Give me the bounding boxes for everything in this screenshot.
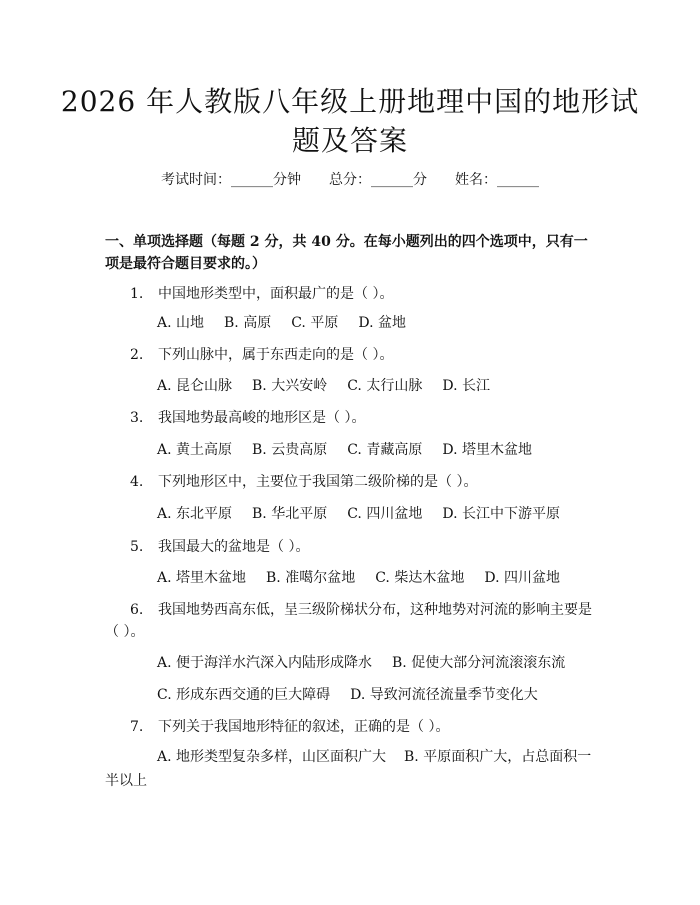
option-a: A. 山地	[157, 315, 205, 331]
question-number: 6.	[130, 602, 144, 618]
question-number: 2.	[130, 347, 144, 363]
page-title-line-2: 题及答案	[291, 124, 408, 157]
option-c: C. 太行山脉	[347, 378, 423, 394]
question-text: 下列山脉中，属于东西走向的是（ ）。	[158, 347, 394, 363]
question-7	[130, 716, 595, 738]
question-2	[130, 344, 595, 366]
option-d: D. 长江	[442, 378, 490, 394]
option-b: B. 准噶尔盆地	[266, 570, 356, 586]
option-c: C. 青藏高原	[347, 442, 423, 458]
question-7-options	[105, 745, 595, 793]
section-heading: 一、单项选择题（每题 2 分，共 40 分。在每小题列出的四个选项中，只有一项是最符合题目要求的。）	[105, 234, 588, 272]
question-number: 7.	[130, 719, 144, 735]
question-3-options	[157, 440, 552, 460]
question-4	[130, 471, 595, 493]
option-a: A. 塔里木盆地	[157, 570, 247, 586]
question-1-options	[157, 313, 426, 333]
question-4-options	[157, 504, 580, 524]
option-c: C. 四川盆地	[347, 506, 423, 522]
question-number: 3.	[130, 410, 144, 426]
option-b: B. 大兴安岭	[252, 378, 328, 394]
option-a: A. 地形类型复杂多样，山区面积广大	[157, 749, 387, 765]
question-6	[105, 599, 595, 643]
question-1	[130, 283, 595, 305]
question-5	[130, 536, 595, 558]
option-c: C. 形成东西交通的巨大障碍	[157, 687, 331, 703]
option-d: D. 四川盆地	[484, 570, 560, 586]
option-d: D. 塔里木盆地	[442, 442, 532, 458]
exam-time: 考试时间：______分钟	[161, 172, 301, 188]
exam-info	[0, 169, 700, 189]
exam-name: 姓名：______	[455, 172, 539, 188]
option-b: B. 华北平原	[252, 506, 328, 522]
question-number: 1.	[130, 286, 144, 302]
question-text: 下列关于我国地形特征的叙述，正确的是（ ）。	[158, 719, 450, 735]
question-6-options-row-1	[157, 653, 585, 673]
question-number: 4.	[130, 474, 144, 490]
option-d: D. 导致河流径流量季节变化大	[350, 687, 538, 703]
option-a: A. 东北平原	[157, 506, 233, 522]
question-text: 中国地形类型中，面积最广的是（ ）。	[158, 286, 394, 302]
question-2-options	[157, 376, 510, 396]
question-text: 我国地势西高东低，呈三级阶梯状分布，这种地势对河流的影响主要是（ ）。	[105, 602, 592, 640]
option-b: B. 高原	[224, 315, 272, 331]
option-c: C. 平原	[291, 315, 339, 331]
option-d: D. 盆地	[358, 315, 406, 331]
question-5-options	[157, 568, 580, 588]
option-c: C. 柴达木盆地	[375, 570, 465, 586]
option-a: A. 昆仑山脉	[157, 378, 233, 394]
question-number: 5.	[130, 539, 144, 555]
option-a: A. 黄土高原	[157, 442, 233, 458]
page-title-line-1: 2026 年人教版八年级上册地理中国的地形试	[60, 85, 640, 118]
option-a: A. 便于海洋水汽深入内陆形成降水	[157, 655, 373, 671]
option-b: B. 平原面积广大，占总面积一半以上	[105, 749, 592, 789]
question-text: 我国最大的盆地是（ ）。	[158, 539, 310, 555]
question-3	[130, 407, 595, 429]
option-d: D. 长江中下游平原	[442, 506, 560, 522]
question-text: 下列地形区中，主要位于我国第二级阶梯的是（ ）。	[158, 474, 478, 490]
option-b: B. 促使大部分河流滚滚东流	[392, 655, 566, 671]
question-6-options-row-2	[157, 685, 558, 705]
exam-score: 总分：______分	[329, 172, 427, 188]
question-text: 我国地势最高峻的地形区是（ ）。	[158, 410, 366, 426]
option-b: B. 云贵高原	[252, 442, 328, 458]
